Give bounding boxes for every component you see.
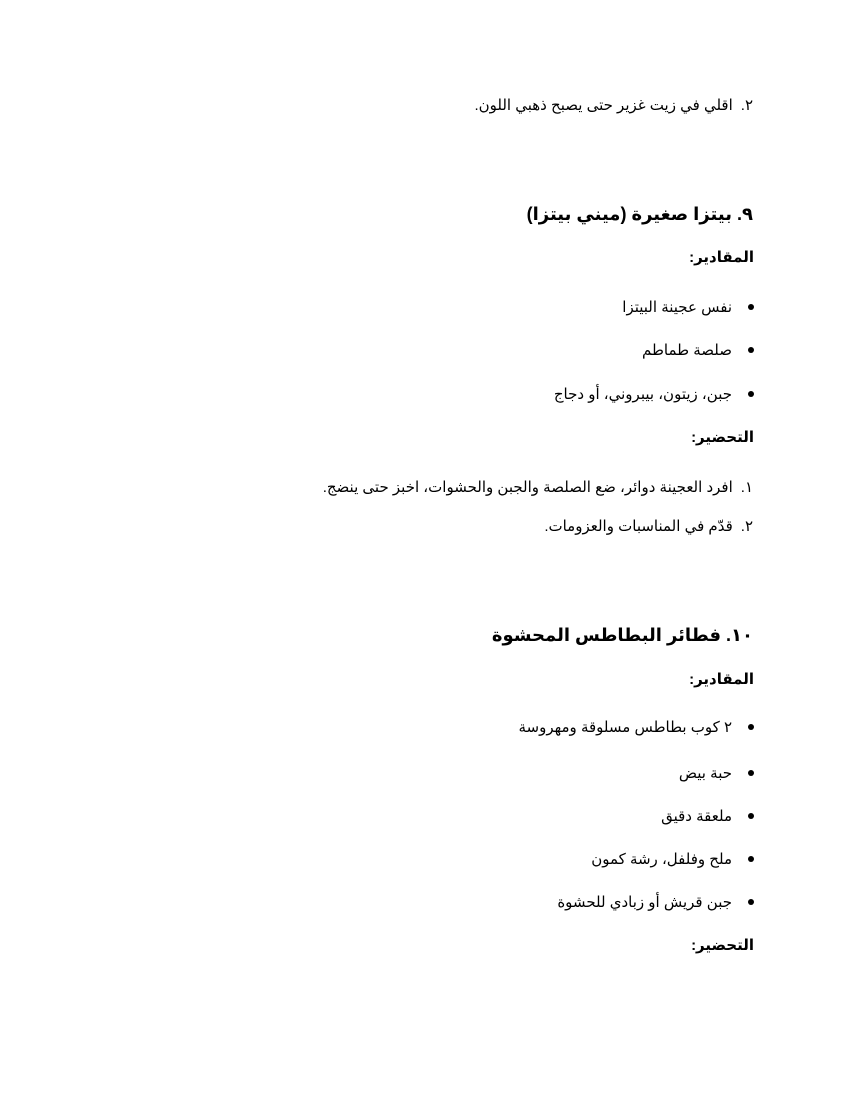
- recipe10-ingredient: [557, 893, 754, 913]
- step-text: اقلي في زيت غزير حتى يصبح ذهبي اللون.: [474, 97, 733, 114]
- bullet-icon: [748, 899, 754, 905]
- recipe8-step-2: [474, 96, 753, 116]
- recipe9-title: ٩. بيتزا صغيرة (ميني بيتزا): [526, 204, 753, 224]
- step-text: افرد العجينة دوائر، ضع الصلصة والجبن والحشوات، اخبز حتى ينضج.: [322, 479, 733, 496]
- ingredient-text: ملعقة دقيق: [661, 808, 732, 825]
- step-number: ٢.: [740, 518, 753, 535]
- recipe9-prep-label: التحضير:: [691, 429, 754, 446]
- step-text: قدّم في المناسبات والعزومات.: [544, 518, 733, 535]
- recipe10-ingredient: [661, 807, 754, 827]
- bullet-icon: [748, 856, 754, 862]
- recipe9-ingredient: [554, 385, 754, 405]
- recipe10-ingredients-label: المقادير:: [689, 671, 754, 688]
- ingredient-text: ملح وفلفل، رشة كمون: [591, 851, 732, 868]
- recipe9-ingredients-label: المقادير:: [689, 249, 754, 266]
- recipe10-title: ١٠. فطائر البطاطس المحشوة: [491, 625, 753, 645]
- ingredient-text: ٢ كوب بطاطس مسلوقة ومهروسة: [518, 719, 732, 736]
- step-number: ١.: [740, 479, 753, 496]
- recipe10-prep-label: التحضير:: [691, 937, 754, 954]
- ingredient-text: نفس عجينة البيتزا: [622, 299, 732, 316]
- recipe10-ingredient: [518, 718, 754, 738]
- bullet-icon: [748, 304, 754, 310]
- bullet-icon: [748, 347, 754, 353]
- bullet-icon: [748, 770, 754, 776]
- recipe10-ingredient: [591, 850, 754, 870]
- recipe9-step-1: [323, 478, 753, 498]
- ingredient-text: حبة بيض: [678, 765, 732, 782]
- bullet-icon: [748, 391, 754, 397]
- recipe10-ingredient: [679, 764, 754, 784]
- recipe9-ingredient: [642, 341, 754, 361]
- recipe9-ingredient: [622, 298, 754, 318]
- ingredient-text: جبن، زيتون، بيبروني، أو دجاج: [553, 386, 732, 403]
- bullet-icon: [748, 813, 754, 819]
- recipe9-step-2: [544, 517, 753, 537]
- ingredient-text: صلصة طماطم: [641, 342, 732, 359]
- bullet-icon: [748, 724, 754, 730]
- ingredient-text: جبن قريش أو زبادي للحشوة: [557, 894, 732, 911]
- step-number: ٢.: [740, 97, 753, 114]
